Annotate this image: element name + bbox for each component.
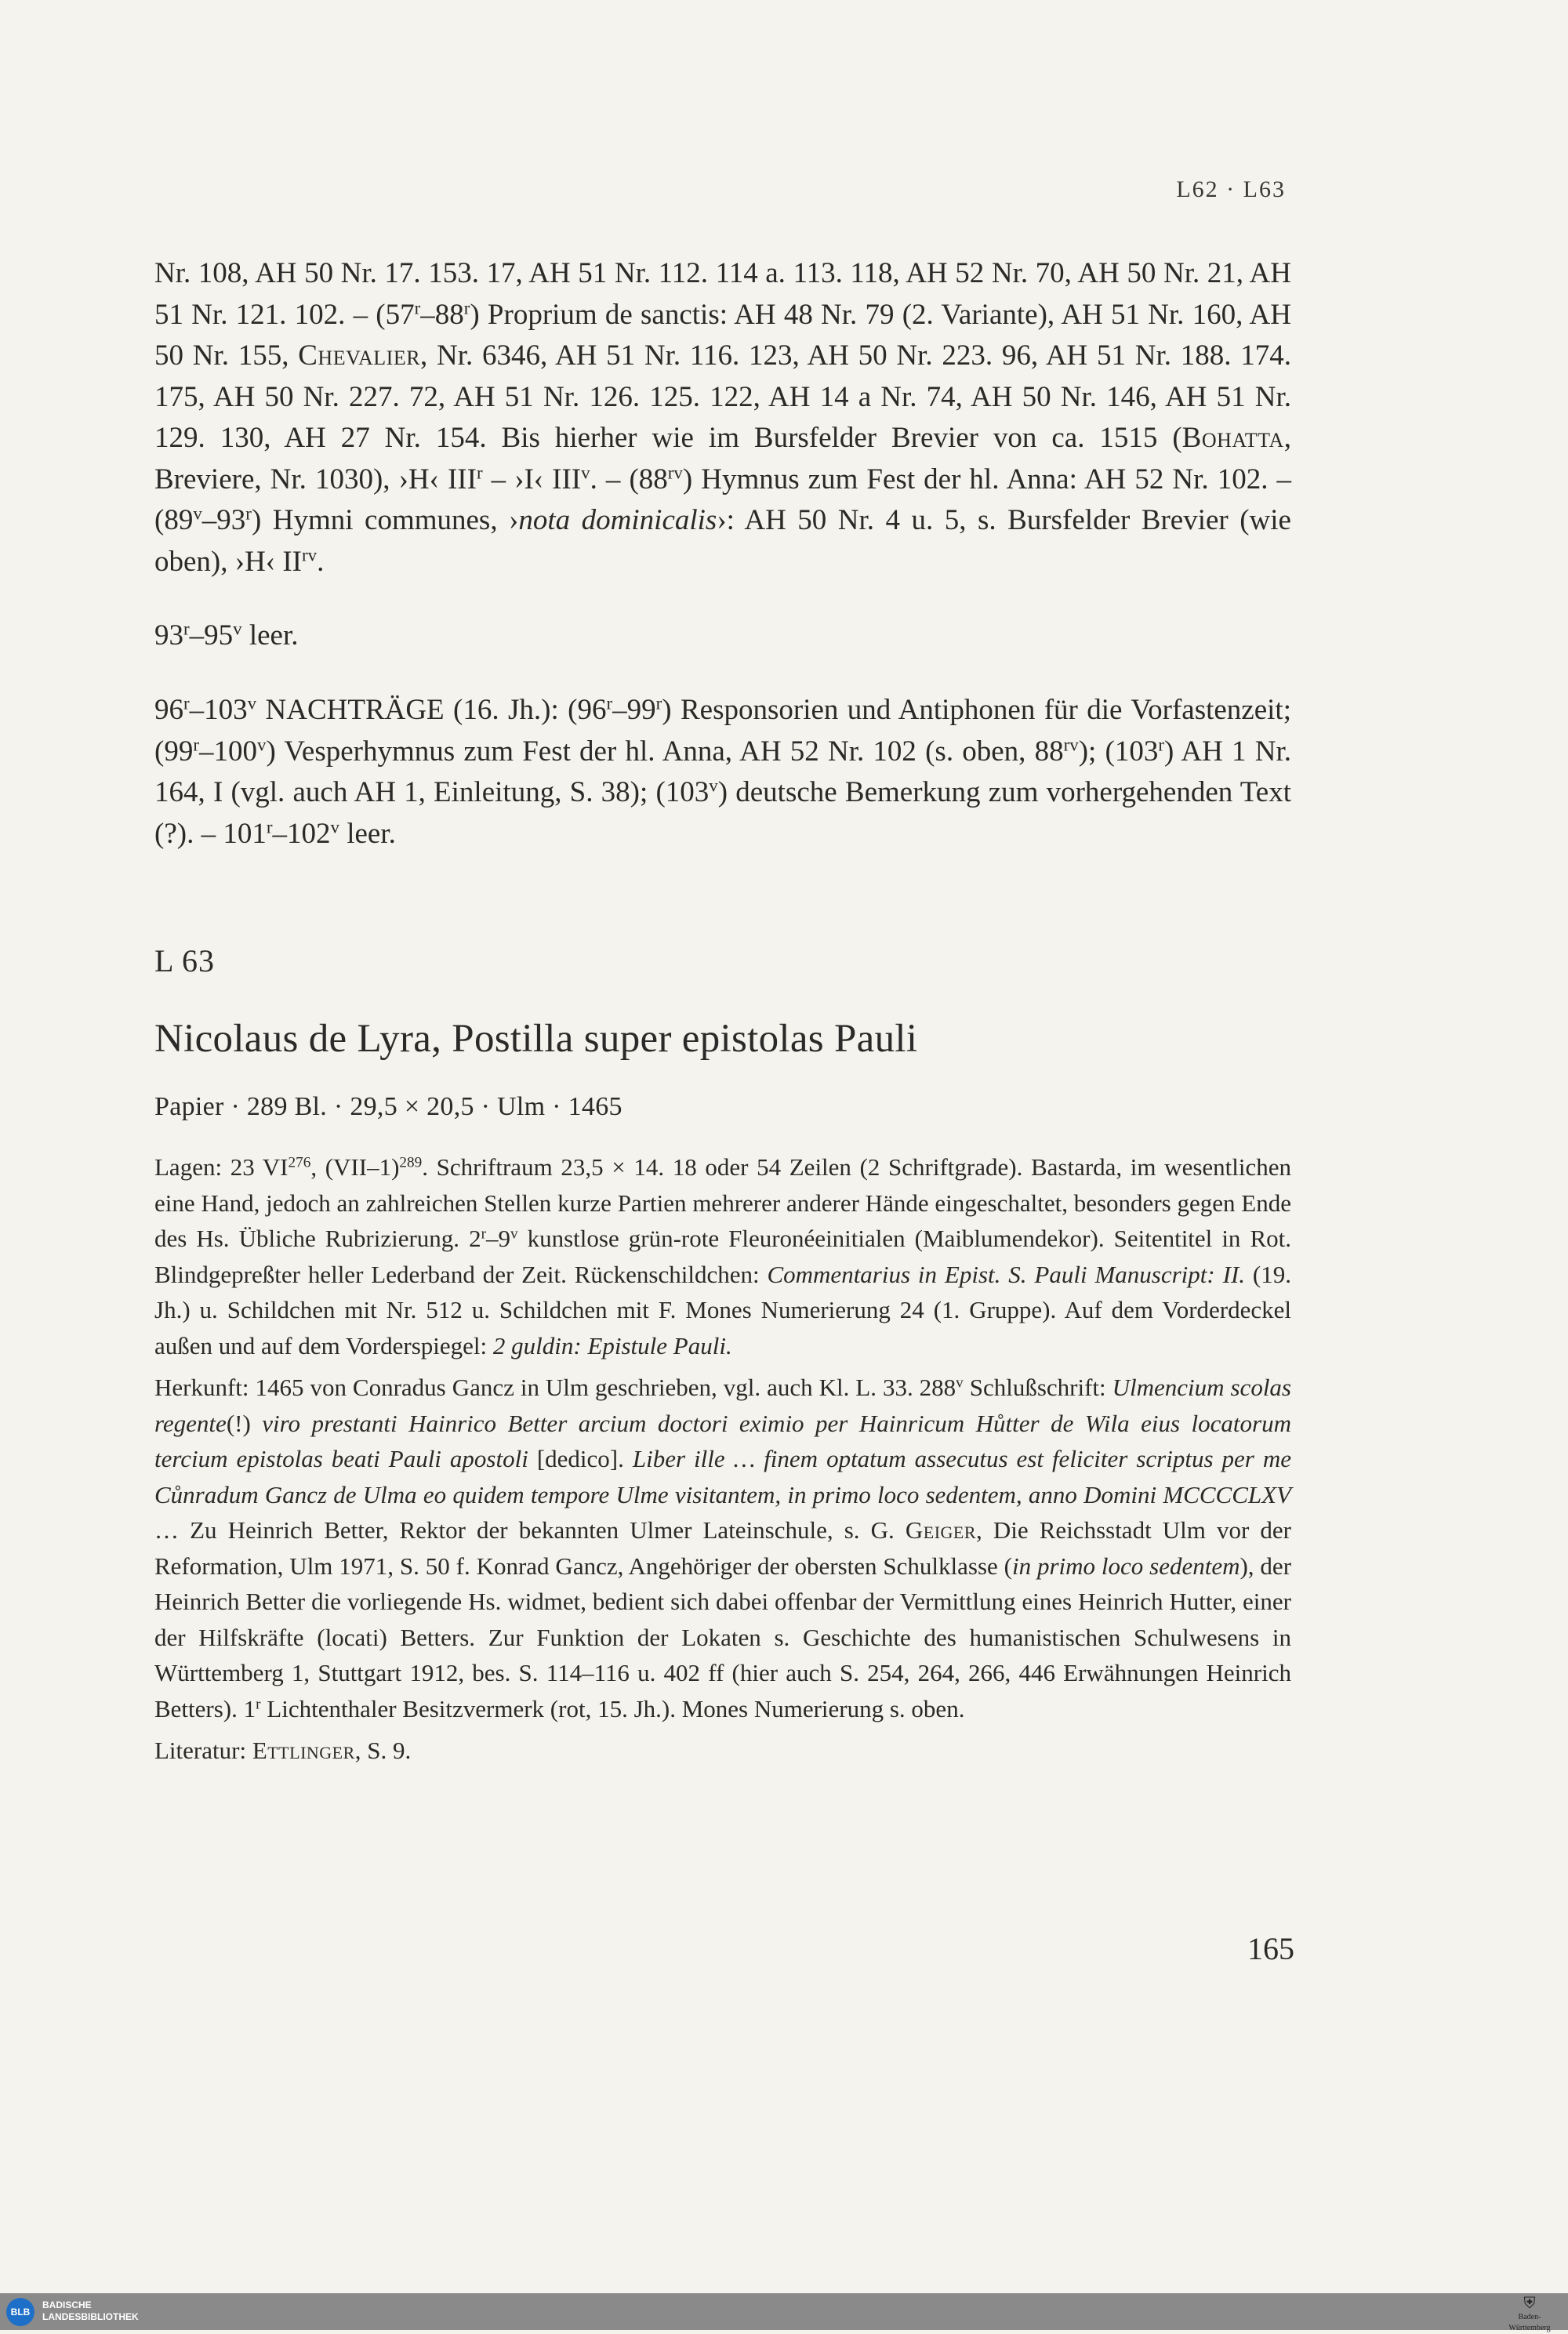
text-run: Lichtenthaler Besitzvermerk (rot, 15. Jh.). Mones Numerierung s. oben. (260, 1694, 965, 1722)
text-run: . – (88 (590, 463, 668, 495)
library-name-line1: BADISCHE (42, 2300, 92, 2310)
small-caps-name: Geiger (905, 1516, 977, 1544)
superscript: rv (302, 544, 318, 564)
superscript: v (510, 1225, 518, 1243)
text-run: . (317, 545, 325, 578)
superscript: r (266, 816, 273, 837)
paragraph (154, 690, 1291, 855)
previous-entry-body (154, 253, 1291, 583)
superscript: r (193, 734, 199, 754)
text-run: , S. 9. (354, 1737, 412, 1764)
italic-text: viro prestanti Hainrico Better arcium doctori eximio per Hainricum Hůtter de Wila eius locatorum tercium epistolas beati Pauli apostoli (154, 1409, 1291, 1472)
italic-text: in primo loco sedentem (1011, 1552, 1240, 1580)
paragraph-literature (154, 1733, 1291, 1769)
text-run: ) Vesperhymnus zum Fest der hl. Anna, AH 52 Nr. 102 (s. oben, 88 (266, 735, 1064, 768)
text-run: Literatur: (154, 1737, 252, 1764)
paragraph-provenance (154, 1370, 1291, 1726)
entry-signature: L 63 (154, 943, 215, 978)
italic-text: 2 guldin: Epistule Pauli. (492, 1331, 732, 1359)
text-run: Lagen: 23 VI (154, 1153, 289, 1181)
paragraph (154, 253, 1291, 583)
text-run: – ›I‹ III (482, 463, 582, 495)
text-run: ) Hymnus zum Fest der hl. Anna: AH 52 Nr. 102. – (89 (154, 463, 1291, 536)
text-run: , Nr. 6346, AH 51 Nr. 116. 123, AH 50 Nr. 223. 96, AH 51 Nr. 188. 174. 175, AH 50 Nr. 227. 72, AH 51 Nr. 126. 125. 122, AH 14 a Nr. 74, AH 50 Nr. 146, AH 51 Nr. 129. 130, AH 27 Nr. 154. Bis hierher wie im Bursfelder Brevier von ca. 1515 ( (154, 339, 1292, 454)
superscript: r (183, 619, 190, 639)
text-run: –93 (201, 504, 246, 536)
superscript: v (256, 734, 267, 754)
text-run: (!) (226, 1409, 263, 1437)
library-name-line2: LANDESBIBLIOTHEK (42, 2311, 139, 2322)
superscript: v (330, 816, 339, 837)
superscript: v (193, 503, 202, 524)
superscript: r (481, 1225, 486, 1243)
superscript: v (709, 775, 718, 796)
bw-logo[interactable] (1502, 2295, 1557, 2332)
text-run: kunstlose grün-rote Fleuronéeinitialen (Maiblumendekor). Seitentitel in Rot. Blindgepreßter heller Lederband der Zeit. Rückenschildchen: (154, 1225, 1291, 1288)
text-run: Herkunft: 1465 von Conradus Gancz in Ulm geschrieben, vgl. auch Kl. L. 33. 288 (154, 1374, 956, 1401)
text-run: ) Hymni communes, › (251, 504, 519, 536)
text-run: 93 (154, 619, 183, 652)
text-run: ) Responsorien und Antiphonen für die Vorfastenzeit; (99 (154, 694, 1291, 768)
superscript: r (655, 693, 662, 713)
small-caps-name: Chevalier (298, 339, 421, 372)
page-number: 165 (1247, 1931, 1294, 1966)
paragraph (154, 615, 1291, 657)
superscript: v (247, 693, 257, 713)
entry-title: Nicolaus de Lyra, Postilla super epistolas Pauli (154, 1017, 918, 1061)
text-run: ) Proprium de sanctis: AH 48 Nr. 79 (2. Variante), AH 51 Nr. 160, AH 50 Nr. 155, (154, 298, 1291, 372)
text-run: –100 (198, 735, 257, 768)
text-run: leer. (339, 817, 396, 850)
superscript: v (581, 462, 590, 482)
text-run: Schlußschrift: (963, 1374, 1112, 1401)
text-run: –9 (485, 1225, 510, 1252)
text-run: Nr. 108, AH 50 Nr. 17. 153. 17, AH 51 Nr. 112. 114 a. 113. 118, AH 52 Nr. 70, AH 50 Nr. 21, AH 51 Nr. 121. 102. – (57 (154, 257, 1291, 331)
superscript: v (956, 1374, 964, 1392)
paragraph-physical-description (154, 1149, 1291, 1363)
text-run: , Die Reichsstadt Ulm vor der Reformation, Ulm 1971, S. 50 f. Konrad Gancz, Angehöriger der obersten Schulklasse ( (154, 1516, 1292, 1580)
superscript: 289 (399, 1154, 423, 1171)
small-caps-name: Bohatta (1181, 422, 1284, 454)
entry-description (154, 1149, 1291, 1769)
superscript: v (233, 619, 242, 639)
running-head: L62 · L63 (1176, 176, 1286, 202)
text-run: leer. (241, 619, 299, 652)
text-run: –99 (612, 694, 656, 726)
superscript: r (245, 503, 252, 524)
library-name (42, 2300, 139, 2323)
superscript: r (183, 693, 190, 713)
text-run: … Zu Heinrich Better, Rektor der bekannten Ulmer Lateinschule, s. G. (154, 1516, 906, 1544)
superscript: r (1158, 734, 1164, 754)
text-run: , Breviere, Nr. 1030), ›H‹ III (154, 422, 1291, 495)
text-run: [dedico]. (528, 1445, 633, 1472)
italic-text: Commentarius in Epist. S. Pauli Manuscript: II. (767, 1260, 1246, 1288)
text-run: –102 (272, 817, 331, 850)
blb-logo-icon[interactable]: BLB (6, 2298, 34, 2326)
text-run: 96 (154, 694, 183, 726)
text-run: –103 (189, 694, 248, 726)
superscript: r (606, 693, 613, 713)
superscript: r (256, 1695, 261, 1712)
text-run: ) deutsche Bemerkung zum vorhergehenden Text (?). – 101 (154, 776, 1292, 850)
superscript: 276 (288, 1154, 311, 1171)
text-run: , (VII–1) (310, 1153, 400, 1181)
superscript: r (476, 462, 483, 482)
italic-text: nota dominicalis (518, 504, 717, 536)
superscript: r (414, 297, 421, 318)
previous-entry-empty-leaves (154, 615, 1291, 657)
italic-text: Liber ille … finem optatum assecutus est feliciter scriptus per me Cůnradum Gancz de Ulma eo quidem tempore Ulme visitantem, in primo loco sedentem, anno Domini MCCCCLXV (154, 1445, 1291, 1508)
superscript: rv (1063, 734, 1079, 754)
small-caps-name: Ettlinger (252, 1737, 355, 1764)
text-run: NACHTRÄGE (16. Jh.): (96 (256, 694, 607, 726)
text-run: ) AH 1 Nr. 164, I (vgl. auch AH 1, Einleitung, S. 38); (103 (154, 735, 1291, 808)
text-run: ); (103 (1078, 735, 1159, 768)
italic-text: Ulmencium scolas regente (154, 1374, 1291, 1437)
entry-meta-line: Papier · 289 Bl. · 29,5 × 20,5 · Ulm · 1465 (154, 1092, 622, 1121)
text-run: (19. Jh.) u. Schildchen mit Nr. 512 u. Schildchen mit F. Mones Numerierung 24 (1. Gruppe). Auf dem Vorderdeckel außen und auf dem Vorderspiegel: (154, 1260, 1291, 1359)
text-run: –88 (420, 298, 464, 331)
coat-of-arms-icon: ⛨ (1523, 2295, 1536, 2312)
bw-logo-text: Baden-Württemberg (1508, 2313, 1551, 2332)
previous-entry-addenda (154, 690, 1291, 855)
superscript: rv (667, 462, 683, 482)
text-run: . Schriftraum 23,5 × 14. 18 oder 54 Zeilen (2 Schriftgrade). Bastarda, im wesentlichen eine Hand, jedoch an zahlreichen Stellen kurze Partien mehrerer anderer Hände eingeschaltet, besonders gegen Ende des Hs. Übliche Rubrizierung. 2 (154, 1153, 1292, 1252)
superscript: r (463, 297, 470, 318)
viewer-footer (0, 2293, 1568, 2330)
text-run: ›: AH 50 Nr. 4 u. 5, s. Bursfelder Brevier (wie oben), ›H‹ II (154, 504, 1291, 578)
text-run: ), der Heinrich Better die vorliegende Hs. widmet, bedient sich dabei offenbar der Vermittlung eines Heinrich Hutter, einer der Hilfskräfte (locati) Betters. Zur Funktion der Lokaten s. Geschichte des humanistischen Schulwesens in Württemberg 1, Stuttgart 1912, bes. S. 114–116 u. 402 ff (hier auch S. 254, 264, 266, 446 Erwähnungen Heinrich Betters). 1 (154, 1552, 1292, 1722)
text-run: –95 (189, 619, 234, 652)
